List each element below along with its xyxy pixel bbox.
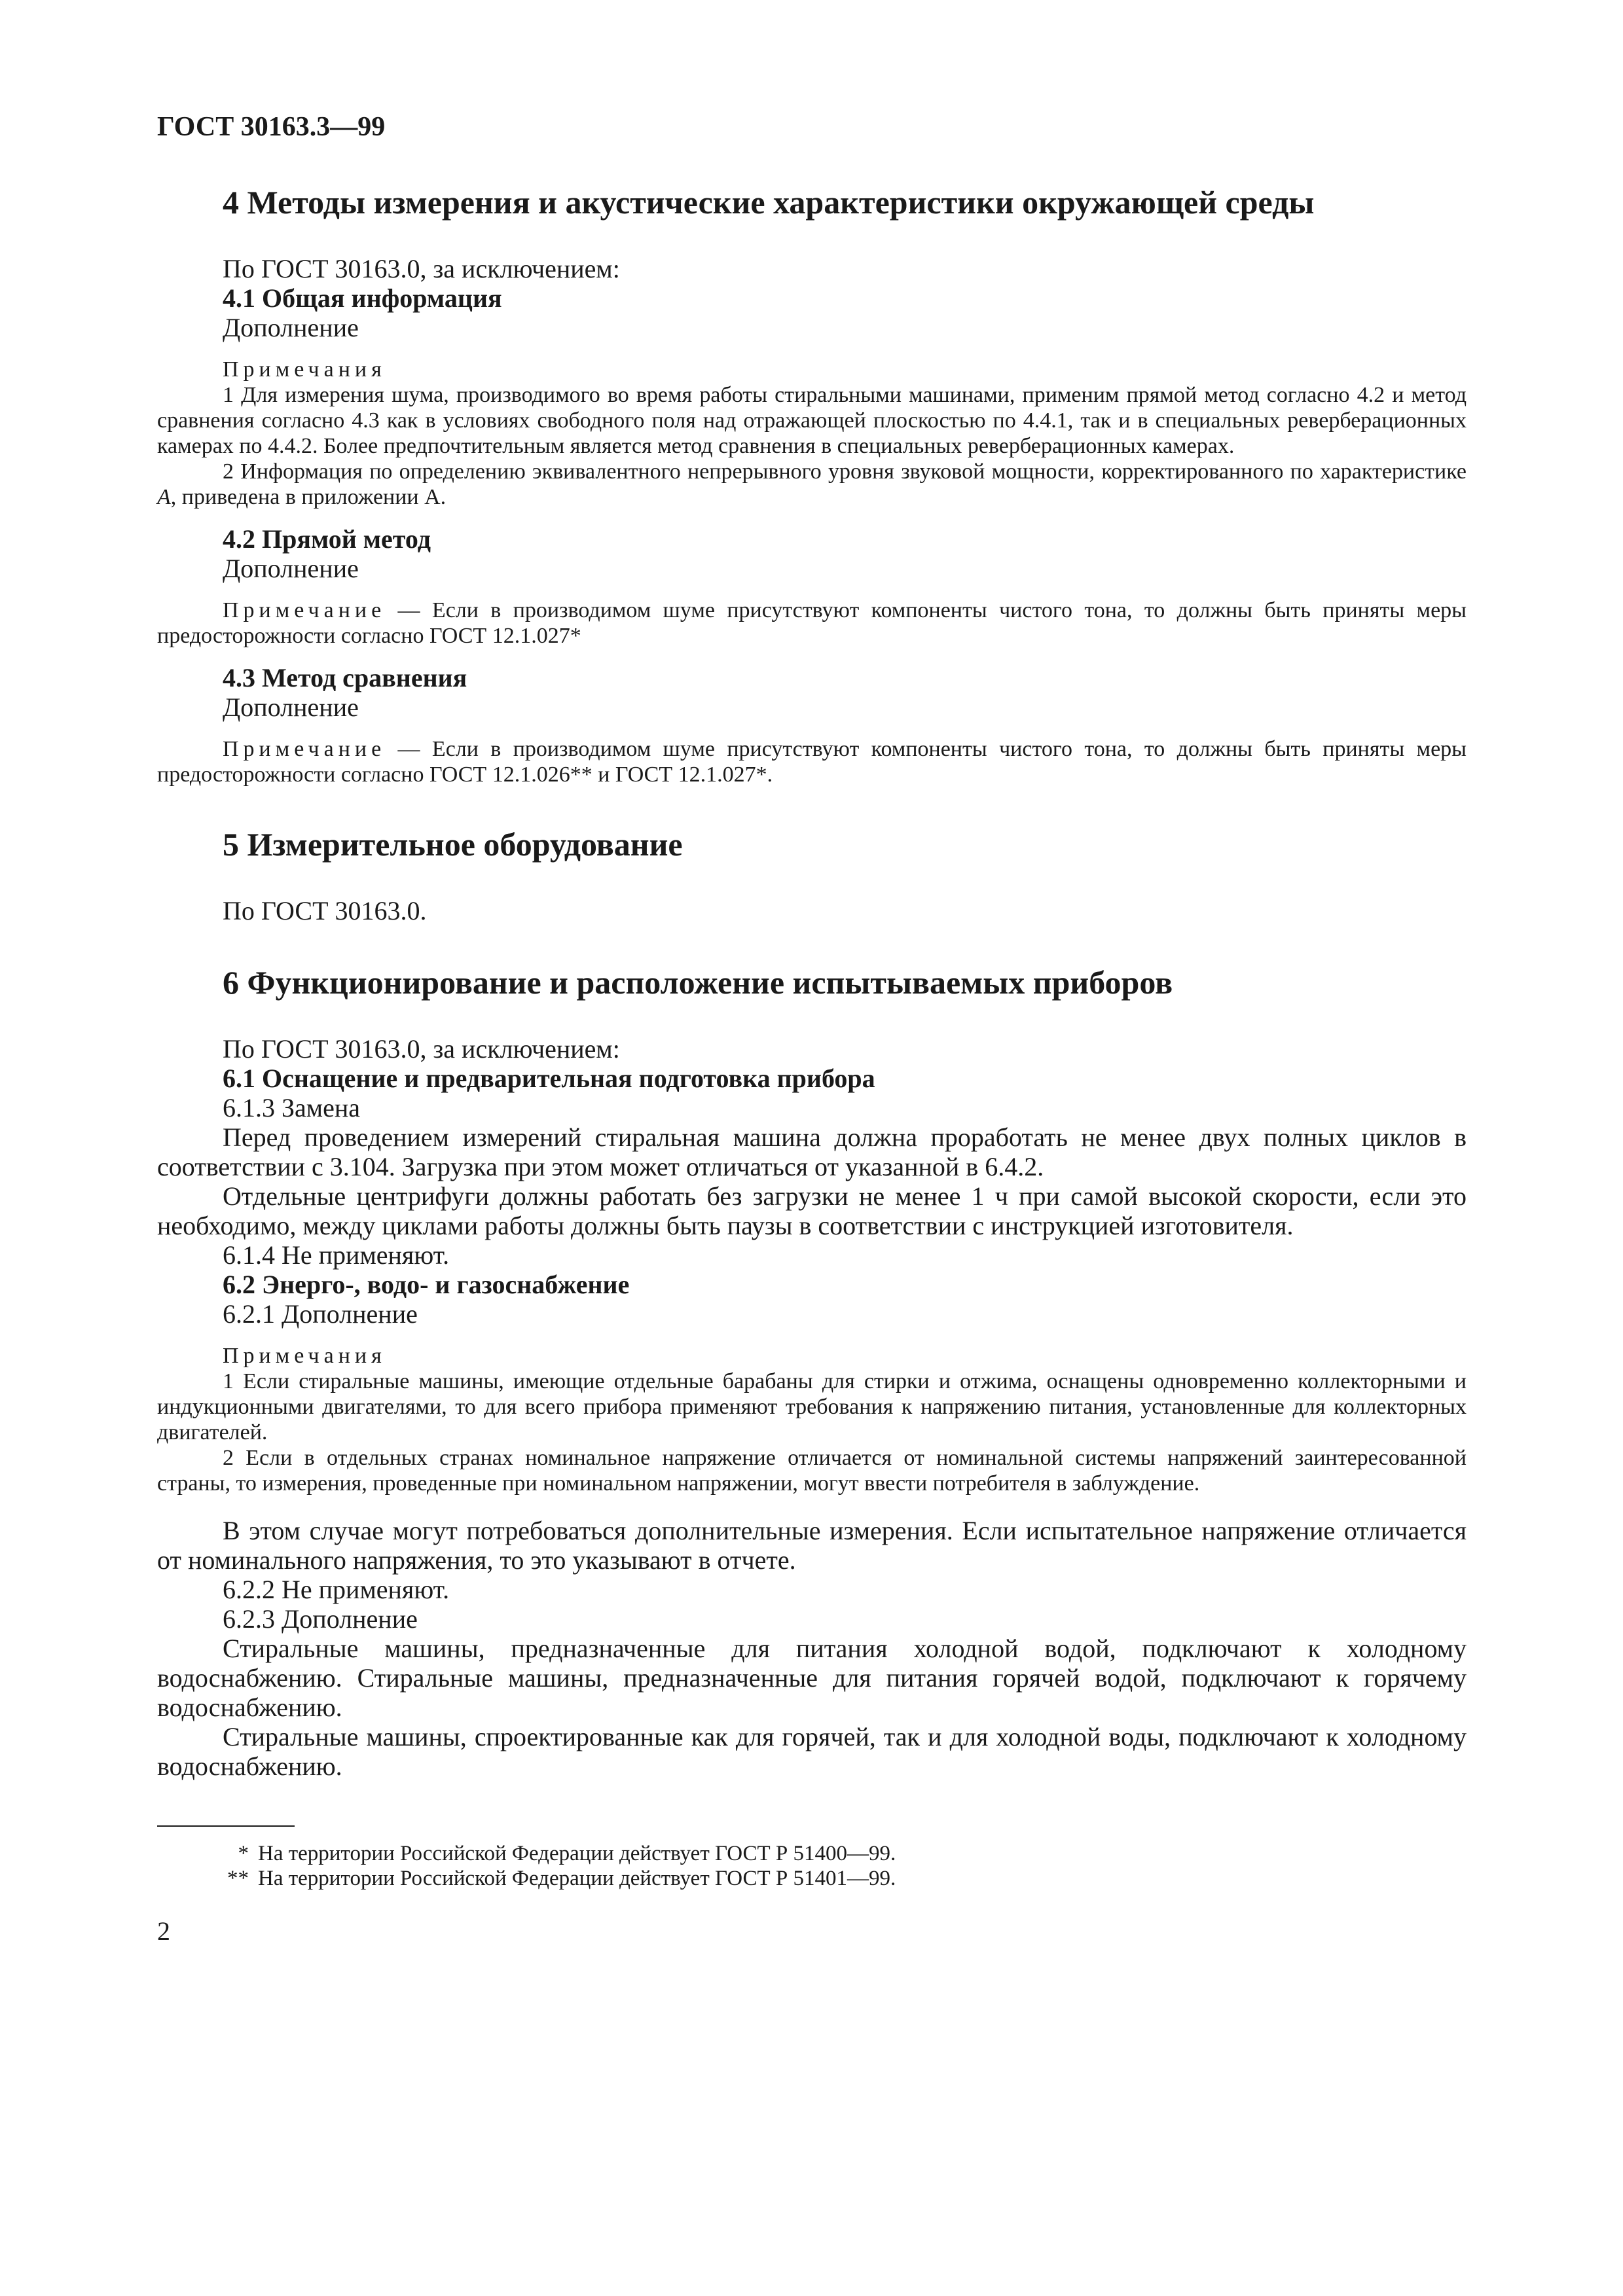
paragraph-6-1-3-b: Отдельные центрифуги должны работать без загрузки не менее 1 ч при самой высокой скорости, если это необходимо, между циклами работы должны быть паузы в соответствии с инструкцией изготовителя. xyxy=(157,1181,1467,1240)
clause-6-2-1: 6.2.1 Дополнение xyxy=(223,1299,418,1329)
document-page xyxy=(157,111,1467,1946)
notes-label-6-2: Примечания xyxy=(223,1344,386,1368)
subsection-4-1-addition: Дополнение xyxy=(223,313,359,342)
footnote-2: ** На территории Российской Федерации действует ГОСТ Р 51401—99. xyxy=(227,1867,896,1890)
paragraph-6-1-3-a: Перед проведением измерений стиральная машина должна проработать не менее двух полных циклов в соответствии с 3.104. Загрузка при этом может отличаться от указанной в 6.4.2. xyxy=(157,1122,1467,1181)
section-5-title: 5 Измерительное оборудование xyxy=(223,826,683,863)
clause-6-1-4: 6.1.4 Не применяют. xyxy=(223,1240,450,1270)
note-6-2-2: 2 Если в отдельных странах номинальное напряжение отличается от номинальной системы напряжений заинтересованной страны, то измерения, проведенные при номинальном напряжении, могут ввести потребителя в заблуждение. xyxy=(157,1446,1467,1496)
note-4-3: Примечание — Если в производимом шуме присутствуют компоненты чистого тона, то должны быть приняты меры предосторожности согласно ГОСТ 12.1.026** и ГОСТ 12.1.027*. xyxy=(157,737,1467,787)
footnote-separator xyxy=(157,1825,295,1827)
paragraph-6-2-3-b: Стиральные машины, спроектированные как для горячей, так и для холодной воды, подключают к холодному водоснабжению. xyxy=(157,1722,1467,1781)
paragraph-6-2-1-a: В этом случае могут потребоваться дополнительные измерения. Если испытательное напряжение отличается от номинального напряжения, то это указывают в отчете. xyxy=(157,1516,1467,1575)
page-number: 2 xyxy=(157,1916,170,1946)
section-4-intro: По ГОСТ 30163.0, за исключением: xyxy=(223,254,620,283)
clause-6-2-2: 6.2.2 Не применяют. xyxy=(223,1575,450,1604)
subsection-6-1-title: 6.1 Оснащение и предварительная подготовка прибора xyxy=(223,1064,875,1093)
subsection-4-2-title: 4.2 Прямой метод xyxy=(223,524,431,554)
section-5-text: По ГОСТ 30163.0. xyxy=(223,896,427,925)
note-4-2: Примечание — Если в производимом шуме присутствуют компоненты чистого тона, то должны быть приняты меры предосторожности согласно ГОСТ 12.1.027* xyxy=(157,598,1467,648)
subsection-4-3-title: 4.3 Метод сравнения xyxy=(223,663,467,692)
footnote-1: * На территории Российской Федерации действует ГОСТ Р 51400—99. xyxy=(238,1842,896,1865)
section-4-title: 4 Методы измерения и акустические характеристики окружающей среды xyxy=(223,184,1315,221)
subsection-4-2-addition: Дополнение xyxy=(223,554,359,583)
section-6-intro: По ГОСТ 30163.0, за исключением: xyxy=(223,1034,620,1064)
subsection-6-2-title: 6.2 Энерго-, водо- и газоснабжение xyxy=(223,1270,630,1299)
note-4-1-1: 1 Для измерения шума, производимого во время работы стиральными машинами, применим прямой метод согласно 4.2 и метод сравнения согласно 4.3 как в условиях свободного поля над отражающей плоскостью по 4.4.1, так и в специальных реверберационных камерах по 4.4.2. Более предпочтительным является метод сравнения в специальных реверберационных камерах. xyxy=(157,383,1467,458)
notes-label-4-1: Примечания xyxy=(223,357,386,382)
note-4-1-2: 2 Информация по определению эквивалентного непрерывного уровня звуковой мощности, корректированного по характеристике А, приведена в приложении А. xyxy=(157,459,1467,509)
section-6-title: 6 Функционирование и расположение испытываемых приборов xyxy=(223,964,1173,1001)
document-header: ГОСТ 30163.3—99 xyxy=(157,112,386,142)
paragraph-6-2-3-a: Стиральные машины, предназначенные для питания холодной водой, подключают к холодному водоснабжению. Стиральные машины, предназначенные для питания горячей водой, подключают к горячему водоснабжению. xyxy=(157,1634,1467,1722)
clause-6-1-3: 6.1.3 Замена xyxy=(223,1093,361,1122)
clause-6-2-3: 6.2.3 Дополнение xyxy=(223,1604,418,1634)
note-6-2-1: 1 Если стиральные машины, имеющие отдельные барабаны для стирки и отжима, оснащены одновременно коллекторными и индукционными двигателями, то для всего прибора применяют требования к напряжению питания, установленные для коллекторных двигателей. xyxy=(157,1369,1467,1444)
subsection-4-1-title: 4.1 Общая информация xyxy=(223,283,502,313)
subsection-4-3-addition: Дополнение xyxy=(223,692,359,722)
